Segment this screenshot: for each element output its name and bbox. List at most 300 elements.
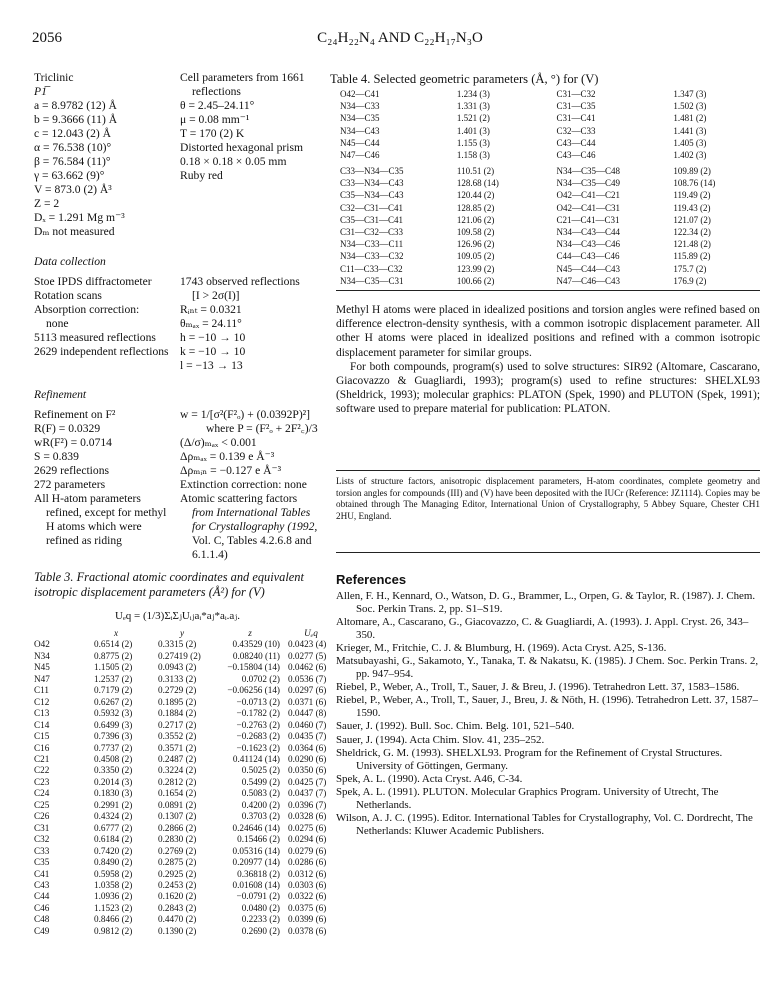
table-cell: 120.44 (2) <box>456 190 495 201</box>
table-cell: −0.1623 (2) <box>236 742 280 753</box>
deposit-note: Lists of structure factors, anisotropic displacement parameters, H-atom coordinates, complete geometry and torsion angles for compounds (III) and (V) have been deposited with the IUCr (Reference: JZ1114). Copies may be obtained through The Managing Editor, International Union of Crystallography, 5 Abbey Square, Chester CH1 2HU, England. <box>336 476 760 521</box>
table-row <box>34 926 334 937</box>
table3 <box>34 628 334 937</box>
table-cell: −0.2683 (2) <box>236 731 280 742</box>
table-cell: 0.3315 (2) <box>158 639 197 650</box>
table-row <box>340 214 760 226</box>
table-cell: N34—C35 <box>340 113 380 124</box>
table-cell: 0.7396 (3) <box>94 731 133 742</box>
table-row <box>34 811 334 822</box>
table-cell: N34—C33—C11 <box>340 239 404 250</box>
table-row <box>34 754 334 765</box>
crystal-line: b = 9.3666 (11) Å <box>34 113 118 126</box>
table-cell: 0.2875 (2) <box>158 857 197 868</box>
table-cell: C12 <box>34 696 50 707</box>
refinement-line: 2629 reflections <box>34 464 110 477</box>
table-cell: 0.0286 (6) <box>288 857 327 868</box>
crystal-line: Distorted hexagonal prism <box>180 141 303 154</box>
table-cell: 0.4470 (2) <box>158 914 197 925</box>
refinement-line: Vol. C, Tables 4.2.6.8 and <box>192 534 312 547</box>
crystal-line: a = 8.9782 (12) Å <box>34 99 117 112</box>
table-row <box>34 891 334 902</box>
table-cell: 0.0460 (7) <box>288 719 327 730</box>
table-cell: 1.441 (3) <box>673 125 707 136</box>
table-row <box>34 914 334 925</box>
table-cell: 0.24646 (14) <box>232 822 280 833</box>
table-cell: 0.2729 (2) <box>158 685 197 696</box>
table-cell: N34—C43 <box>340 125 380 136</box>
table-cell: 0.0364 (6) <box>288 742 327 753</box>
refinement-line: Refinement on F² <box>34 408 116 421</box>
table-cell: 0.6267 (2) <box>94 696 133 707</box>
table-cell: 0.2830 (2) <box>158 834 197 845</box>
reference-item: Sauer, J. (1994). Acta Chim. Slov. 41, 235–252. <box>336 733 545 746</box>
collection-line: k = −10 → 10 <box>180 345 246 358</box>
refinement-line: refined, except for methyl <box>46 506 167 519</box>
crystal-line: α = 76.538 (10)° <box>34 141 112 154</box>
table-cell: 119.49 (2) <box>673 190 711 201</box>
table-cell: 1.234 (3) <box>456 89 490 99</box>
crystal-line: Z = 2 <box>34 197 60 210</box>
refinement-line: refined as riding <box>46 534 122 547</box>
collection-line: Rᵢₙₜ = 0.0321 <box>180 303 242 316</box>
collection-line: 2629 independent reflections <box>34 345 169 358</box>
table-cell: 1.1505 (2) <box>94 662 133 673</box>
table-cell: 0.0396 (7) <box>288 799 327 810</box>
table-cell: 0.0447 (8) <box>288 708 327 719</box>
table-cell: 0.0277 (5) <box>288 650 327 661</box>
table-cell: 0.5932 (3) <box>94 708 133 719</box>
table-cell: 0.0350 (6) <box>288 765 327 776</box>
table-cell: C35 <box>34 857 50 868</box>
refinement-line: w = 1/[σ²(F²ₒ) + (0.0392P)²] <box>180 408 311 421</box>
table-cell: 0.3350 (2) <box>94 765 133 776</box>
table-cell: 176.9 (2) <box>673 275 707 286</box>
table-cell: C21 <box>34 753 50 764</box>
table-cell: 1.158 (3) <box>456 150 490 161</box>
table-cell: C35—N34—C43 <box>340 190 404 201</box>
table-cell: 0.3703 (2) <box>241 811 280 822</box>
data-collection-left <box>34 275 184 359</box>
data-collection-right <box>180 275 330 373</box>
refinement-line: All H-atom parameters <box>34 492 141 505</box>
table-cell: 0.6514 (2) <box>94 639 133 650</box>
table-cell: 0.8490 (2) <box>94 857 133 868</box>
running-title: C₂₄H₂₂N₄ AND C₂₂H₁₇N₃O <box>317 30 483 46</box>
crystal-line: reflections <box>192 85 241 98</box>
table-cell: 0.6184 (2) <box>94 834 133 845</box>
table-row <box>34 788 334 799</box>
table-cell: C13 <box>34 708 50 719</box>
table-cell: 0.27419 (2) <box>158 650 201 661</box>
table-cell: 0.0425 (7) <box>288 776 327 787</box>
refinement-line: Δρₘᵢₙ = −0.127 e Å⁻³ <box>180 464 282 477</box>
reference-item: Riebel, P., Weber, A., Troll, T., Sauer, J., Breu, J. & Nöth, H. (1996). Tetrahedron Lett. 37, 1587–1590. <box>336 694 758 720</box>
reference-item: Matsubayashi, G., Sakamoto, Y., Tanaka, T. & Nakatsu, K. (1985). J Chem. Soc. Perkin Trans. 2, pp. 947–954. <box>336 655 759 681</box>
table-cell: C46 <box>34 902 50 913</box>
table-cell: 0.0294 (6) <box>288 834 327 845</box>
table-cell: 0.0322 (6) <box>288 891 327 902</box>
table3-header: Uₑq <box>304 628 318 638</box>
table-cell: 0.15466 (2) <box>237 834 280 845</box>
table-cell: 0.2812 (2) <box>158 776 197 787</box>
table-row <box>34 720 334 731</box>
table-cell: 0.36818 (2) <box>237 868 280 879</box>
table-cell: 110.51 (2) <box>456 166 495 176</box>
table-cell: 0.1895 (2) <box>158 696 197 707</box>
reference-list <box>336 590 762 838</box>
table-cell: 0.41124 (14) <box>232 753 280 764</box>
reference-item: Wilson, A. J. C. (1995). Editor. International Tables for Crystallography, Vol. C. Dordrecht, The Netherlands: Kluwer Academic Publishers. <box>336 811 753 837</box>
table-cell: 0.3552 (2) <box>158 731 197 742</box>
table-row <box>340 238 760 250</box>
table-cell: C32—C31—C41 <box>340 202 404 213</box>
table-cell: 0.7179 (2) <box>94 685 133 696</box>
reference-item: Sheldrick, G. M. (1993). SHELXL93. Program for the Refinement of Crystal Structures. University of Göttingen, Germany. <box>336 746 723 772</box>
table-cell: N34—C35—C31 <box>340 275 404 286</box>
table-cell: C31—C35 <box>556 101 596 112</box>
table-cell: 0.4324 (2) <box>94 811 133 822</box>
table-cell: 1.347 (3) <box>673 89 707 99</box>
table-cell: 119.43 (2) <box>673 202 711 213</box>
table-cell: C25 <box>34 799 50 810</box>
table3-header: y <box>179 628 185 638</box>
table-cell: C44—C43—C46 <box>556 251 620 262</box>
table-row <box>340 125 760 137</box>
table-cell: 0.0371 (6) <box>288 696 327 707</box>
table-cell: 122.34 (2) <box>673 227 711 238</box>
table-cell: 0.7737 (2) <box>94 742 133 753</box>
table-cell: −0.15804 (14) <box>227 662 280 673</box>
table-cell: N34—C43—C46 <box>556 239 620 250</box>
table-cell: N45—C44 <box>340 137 380 148</box>
table-cell: 0.3571 (2) <box>158 742 197 753</box>
crystal-line: T = 170 (2) K <box>180 127 245 140</box>
table-row <box>34 823 334 834</box>
refinement-line: Δρₘₐₓ = 0.139 e Å⁻³ <box>180 450 275 463</box>
table-cell: 0.0279 (6) <box>288 845 327 856</box>
refinement-line: H atoms which were <box>46 520 142 533</box>
refinement-line: 6.1.1.4) <box>192 548 228 561</box>
table-cell: 0.05316 (14) <box>232 845 280 856</box>
table-cell: C33—N34—C35 <box>340 166 404 176</box>
paragraph: For both compounds, program(s) used to solve structures: SIR92 (Altomare, Cascarano, Giacovazzo & Guagliardi, 1993); program(s) used to refine structures: SHELXL93 (Sheldrick, 1993); molecular graphics: PLATON (Spek, 1990) and PLUTON (Spek, 1991); software used to prepare material for publication: PLATON. <box>336 360 760 416</box>
table-cell: 0.08240 (11) <box>232 650 280 661</box>
table-cell: 0.0437 (7) <box>288 788 327 799</box>
table-cell: O42 <box>34 639 50 650</box>
table-cell: 0.2843 (2) <box>158 902 197 913</box>
table-row <box>340 88 760 100</box>
table-cell: 0.0399 (6) <box>288 914 327 925</box>
table-row <box>34 685 334 696</box>
reference-item: Spek, A. L. (1990). Acta Cryst. A46, C-34. <box>336 772 523 785</box>
table-cell: O42—C41 <box>340 89 380 99</box>
table-row <box>340 137 760 149</box>
table-cell: 0.1390 (2) <box>158 925 197 936</box>
collection-line: 5113 measured reflections <box>34 331 156 344</box>
table-row <box>34 834 334 845</box>
refinement-line: for Crystallography (1992, <box>192 520 318 533</box>
table-cell: 0.2866 (2) <box>158 822 197 833</box>
collection-line: [I > 2σ(I)] <box>192 289 240 302</box>
table-row <box>340 202 760 214</box>
page-number: 2056 <box>32 30 62 46</box>
table-cell: 0.1830 (3) <box>94 788 133 799</box>
table-cell: N47—C46—C43 <box>556 275 620 286</box>
table-cell: C21—C41—C31 <box>556 214 620 225</box>
table-cell: 0.5958 (2) <box>94 868 133 879</box>
table-cell: N34—C43—C44 <box>556 227 620 238</box>
table-cell: 1.502 (3) <box>673 101 707 112</box>
refinement-line: R(F) = 0.0329 <box>34 422 101 435</box>
table-cell: 1.0358 (2) <box>94 879 133 890</box>
refinement-line: where P = (F²ₒ + 2F²꜀)/3 <box>206 422 318 435</box>
table-cell: C33 <box>34 845 50 856</box>
table-cell: 1.402 (3) <box>673 150 707 161</box>
table-cell: 1.331 (3) <box>456 101 490 112</box>
table-cell: 0.1654 (2) <box>158 788 197 799</box>
table-cell: 175.7 (2) <box>673 263 707 274</box>
table-cell: 121.48 (2) <box>673 239 711 250</box>
table-row <box>34 903 334 914</box>
table-row <box>34 697 334 708</box>
table-cell: 1.481 (2) <box>673 113 707 124</box>
body-text <box>336 303 760 417</box>
table-row <box>34 765 334 776</box>
table-cell: 121.07 (2) <box>673 214 711 225</box>
table-cell: O42—C41—C31 <box>556 202 620 213</box>
reference-item: Krieger, M., Fritchie, C. J. & Blumburg, H. (1969). Acta Cryst. A25, S-136. <box>336 642 667 655</box>
table-cell: 1.401 (3) <box>456 125 490 136</box>
table-cell: 121.06 (2) <box>456 214 495 225</box>
crystal-line: 0.18 × 0.18 × 0.05 mm <box>180 155 287 168</box>
table-cell: 0.2690 (2) <box>241 925 280 936</box>
table-cell: 115.89 (2) <box>673 251 711 262</box>
crystal-line: μ = 0.08 mm⁻¹ <box>180 113 250 126</box>
collection-line: θₘₐₓ = 24.11° <box>180 317 242 330</box>
reference-item: Altomare, A., Cascarano, G., Giacovazzo, C. & Guagliardi, A. (1993). J. Appl. Cryst. 26, 343–350. <box>336 616 749 642</box>
refinement-line: 272 parameters <box>34 478 106 491</box>
table-cell: N34 <box>34 650 50 661</box>
table-cell: C26 <box>34 811 50 822</box>
refinement-line: Extinction correction: none <box>180 478 307 491</box>
paragraph: Methyl H atoms were placed in idealized positions and torsion angles were refined based on difference electron-density synthesis, with a common isotropic displacement parameter. All other H atoms were placed in idealized positions and refined with a common isotropic displacement parameter for similar groups. <box>336 304 760 359</box>
table-cell: 0.0297 (6) <box>288 685 327 696</box>
crystal-line: Cell parameters from 1661 <box>180 71 305 84</box>
reference-item: Allen, F. H., Kennard, O., Watson, D. G., Brammer, L., Orpen, G. & Taylor, R. (1987). J. Chem. Soc. Perkin Trans. 2, pp. S1–S19. <box>336 590 756 616</box>
crystal-line: Dₓ = 1.291 Mg m⁻³ <box>34 211 125 224</box>
table-cell: 0.2014 (3) <box>94 776 133 787</box>
table-cell: C43 <box>34 879 50 890</box>
table-cell: 0.43529 (10) <box>232 639 280 650</box>
table-cell: N47 <box>34 673 50 684</box>
table-cell: 1.2537 (2) <box>94 673 133 684</box>
table-row <box>340 149 760 161</box>
table-cell: 128.68 (14) <box>456 178 499 189</box>
table-cell: 0.0435 (7) <box>288 731 327 742</box>
table-cell: 0.1307 (2) <box>158 811 197 822</box>
table3-caption: Table 3. Fractional atomic coordinates and equivalent isotropic displacement parameters (Å²) for (V) <box>34 570 304 599</box>
reference-item: Sauer, J. (1992). Bull. Soc. Chim. Belg. 101, 521–540. <box>336 720 575 733</box>
table-cell: 123.99 (2) <box>456 263 495 274</box>
crystal-line: γ = 63.662 (9)° <box>34 169 105 182</box>
table-row <box>340 177 760 189</box>
table-cell: N45—C44—C43 <box>556 263 620 274</box>
table-cell: −0.06256 (14) <box>227 685 280 696</box>
table-cell: N34—C33 <box>340 101 380 112</box>
section-heading: Data collection <box>34 255 106 268</box>
table3-header: z <box>248 628 252 638</box>
table4-caption: Table 4. Selected geometric parameters (Å, °) for (V) <box>330 72 599 86</box>
table-cell: 0.2991 (2) <box>94 799 133 810</box>
table-row <box>340 100 760 112</box>
table-cell: N34—C35—C49 <box>556 178 620 189</box>
collection-line: Absorption correction: <box>34 303 140 316</box>
table-row <box>34 731 334 742</box>
reference-item: Spek, A. L. (1991). PLUTON. Molecular Graphics Program. University of Utrecht, The Netherlands. <box>336 785 719 811</box>
table-cell: 1.521 (2) <box>456 113 490 124</box>
table-cell: 0.0312 (6) <box>288 868 327 879</box>
table-cell: 0.1884 (2) <box>158 708 197 719</box>
table-row <box>34 846 334 857</box>
table-cell: 0.9812 (2) <box>94 925 133 936</box>
table-cell: C31—C32 <box>556 89 596 99</box>
table-row <box>34 708 334 719</box>
collection-line: l = −13 → 13 <box>180 359 243 372</box>
table-cell: 0.5025 (2) <box>241 765 280 776</box>
table-row <box>34 743 334 754</box>
section-heading: Refinement <box>34 388 87 401</box>
table-cell: 0.0462 (6) <box>288 662 327 673</box>
table-cell: 0.2487 (2) <box>158 753 197 764</box>
table-row <box>34 880 334 891</box>
table-cell: C24 <box>34 788 50 799</box>
table-cell: C43—C46 <box>556 150 596 161</box>
table-cell: 0.0536 (7) <box>288 673 327 684</box>
crystal-line: V = 873.0 (2) Å³ <box>34 183 112 196</box>
deposit-rule-bottom <box>336 552 760 553</box>
crystal-data-right <box>180 71 330 183</box>
table-cell: 1.405 (3) <box>673 137 707 148</box>
table-cell: 0.0303 (6) <box>288 879 327 890</box>
table-cell: 0.20977 (14) <box>232 857 280 868</box>
table-row <box>34 651 334 662</box>
table-cell: C41 <box>34 868 50 879</box>
crystal-line: β = 76.584 (11)° <box>34 155 111 168</box>
table-cell: 0.0943 (2) <box>158 662 197 673</box>
table-cell: 0.6499 (3) <box>94 719 133 730</box>
table-cell: −0.2763 (2) <box>236 719 280 730</box>
table-cell: 0.8466 (2) <box>94 914 133 925</box>
table-row <box>340 112 760 124</box>
table-cell: C16 <box>34 742 50 753</box>
references-heading: References <box>336 572 407 587</box>
table-cell: −0.0791 (2) <box>236 891 280 902</box>
table-cell: 0.2233 (2) <box>241 914 280 925</box>
table-cell: 0.2717 (2) <box>158 719 197 730</box>
reference-item: Riebel, P., Weber, A., Troll, T., Sauer, J. & Breu, J. (1996). Tetrahedron Lett. 37, 1583–1586. <box>336 681 740 694</box>
table-cell: 0.0480 (2) <box>241 902 280 913</box>
table-row <box>34 674 334 685</box>
table-row <box>340 275 760 287</box>
refinement-left <box>34 408 184 548</box>
crystal-line: P1̅ <box>34 85 47 98</box>
table-cell: 0.1620 (2) <box>158 891 197 902</box>
table-row <box>34 777 334 788</box>
table-cell: C49 <box>34 925 50 936</box>
table-row <box>340 226 760 238</box>
table-cell: 0.7420 (2) <box>94 845 133 856</box>
table-row <box>34 639 334 650</box>
table-row <box>34 869 334 880</box>
collection-line: none <box>46 317 69 330</box>
table-cell: C22 <box>34 765 50 776</box>
table-cell: 0.0702 (2) <box>241 673 280 684</box>
table-cell: 126.96 (2) <box>456 239 495 250</box>
crystal-line: c = 12.043 (2) Å <box>34 127 112 140</box>
table-cell: 0.2769 (2) <box>158 845 197 856</box>
table-cell: 0.01608 (14) <box>232 879 280 890</box>
table-cell: 1.0936 (2) <box>94 891 133 902</box>
table3-ueq-formula: Uₑq = (1/3)ΣᵢΣⱼUᵢⱼaᵢ*aⱼ*aᵢ.aⱼ. <box>115 610 240 622</box>
table-cell: 0.3133 (2) <box>158 673 197 684</box>
table-cell: 0.5083 (2) <box>241 788 280 799</box>
table-cell: C15 <box>34 731 50 742</box>
deposit-rule-top <box>336 470 760 471</box>
table-cell: 0.2453 (2) <box>158 879 197 890</box>
table4-angles <box>340 165 760 287</box>
table-cell: C14 <box>34 719 50 730</box>
crystal-line: Dₘ not measured <box>34 225 115 238</box>
table-cell: 0.0328 (6) <box>288 811 327 822</box>
table-cell: −0.0713 (2) <box>236 696 280 707</box>
table-cell: 0.0375 (6) <box>288 902 327 913</box>
table-cell: 1.1523 (2) <box>94 902 133 913</box>
table-cell: 128.85 (2) <box>456 202 495 213</box>
refinement-line: from International Tables <box>192 506 311 519</box>
table-cell: O42—C41—C21 <box>556 190 620 201</box>
table-row <box>340 189 760 201</box>
table-cell: 0.8775 (2) <box>94 650 133 661</box>
table-cell: −0.1782 (2) <box>236 708 280 719</box>
table-cell: C11—C33—C32 <box>340 263 403 274</box>
table-row <box>34 800 334 811</box>
refinement-line: (Δ/σ)ₘₐₓ < 0.001 <box>180 436 257 449</box>
table-cell: 0.0290 (6) <box>288 753 327 764</box>
table-cell: 0.0891 (2) <box>158 799 197 810</box>
table-cell: C31—C41 <box>556 113 596 124</box>
table-cell: C31—C32—C33 <box>340 227 404 238</box>
collection-line: 1743 observed reflections <box>180 275 300 288</box>
table-cell: 0.3224 (2) <box>158 765 197 776</box>
table-cell: C44 <box>34 891 50 902</box>
table-row <box>340 250 760 262</box>
table-cell: 109.89 (2) <box>673 166 711 176</box>
table-cell: C31 <box>34 822 50 833</box>
table-cell: C33—N34—C43 <box>340 178 404 189</box>
table-cell: N45 <box>34 662 50 673</box>
table-cell: 100.66 (2) <box>456 275 495 286</box>
crystal-line: θ = 2.45–24.11° <box>180 99 255 112</box>
table-row <box>34 662 334 673</box>
table4-rule <box>336 290 760 291</box>
table-cell: 0.5499 (2) <box>241 776 280 787</box>
table-cell: 0.4508 (2) <box>94 753 133 764</box>
table-row <box>340 165 760 177</box>
table-cell: C48 <box>34 914 50 925</box>
table-cell: C43—C44 <box>556 137 596 148</box>
refinement-line: Atomic scattering factors <box>180 492 298 505</box>
